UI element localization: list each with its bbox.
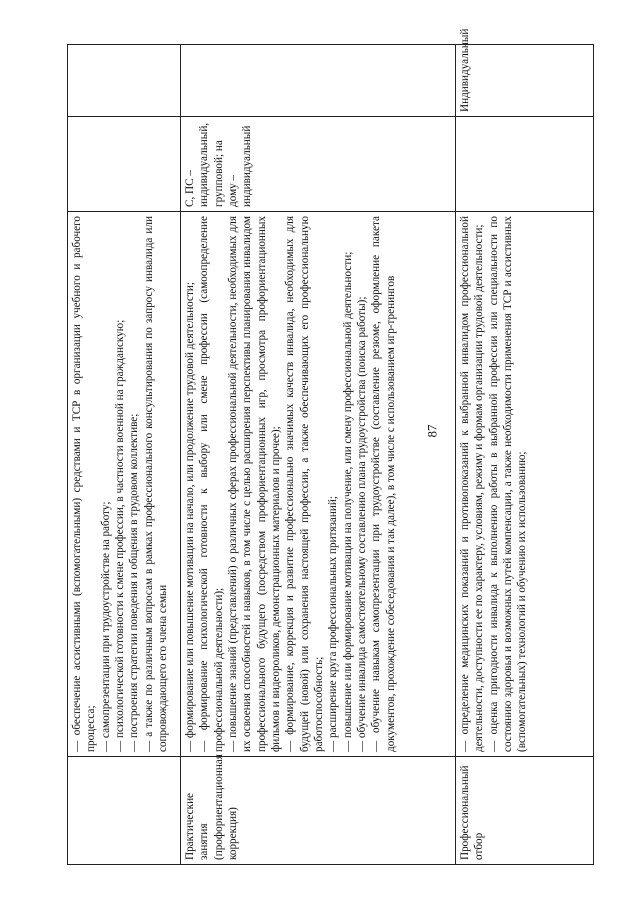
services-table <box>67 28 594 865</box>
list-item: — оценка пригодности инвалида к выполнению работы в выбранной профессии или специальности по состоянию здоровья и возможных путей компенсации, а также необходимости применения ТСР и ассистивных (вспомогательных) технологий и обучению их использованию; <box>487 216 529 752</box>
list-item: — расширение круга профессиональных притязаний; <box>327 496 340 752</box>
list-item: — построения стратегии поведения и общения в трудовом коллективе; <box>128 413 141 752</box>
table-row <box>456 45 594 865</box>
service-format-cell: Индивидуальный <box>456 45 594 117</box>
list-item: — повышение знаний (представлений) о различных сферах профессиональной деятельности, необходимых для их освоения способностей и навыков, в том числе с целью расширения перспективы планирования инвалидом профессионального будущего (посредством профориентационных игр, просмотра профориентационных фильмов и видеороликов, демонстрационных материалов и прочее); <box>226 216 282 752</box>
service-form-cell: С, ПС – индивидуальный, групповой; на дому – индивидуальный <box>181 117 456 212</box>
service-content-cell <box>456 212 594 757</box>
service-name-cell: Практические занятия (профориентационная коррекция) <box>181 757 456 865</box>
list-item: — а также по различным вопросам в рамках профессионального консультирования по запросу инвалида или сопровождающего его члена семьи <box>142 216 169 752</box>
service-name-cell: Профессиональный отбор <box>456 757 594 865</box>
service-format-cell <box>181 45 456 117</box>
list-item: — обучение инвалида самостоятельному составлению плана трудоустройства (поиска работы); <box>355 296 368 752</box>
list-item: — определение медицинских показаний и противопоказаний к выбранной инвалидом профессиональной деятельности, доступности ее по характеру, условиям, режиму и формам организации трудовой деятельности; <box>459 216 486 752</box>
service-content-cell <box>181 212 456 757</box>
table-row <box>181 45 456 865</box>
list-item: — обучение навыкам самопрезентации при трудоустройстве (составление резюме, оформление пакета документов, прохождение собеседования и так далее), в том числе с использованием игр-тренингов <box>370 216 397 752</box>
list-item: — повышение или формирование мотивации на получение, или смену профессиональной деятельности; <box>341 251 354 752</box>
page-number: 87 <box>424 424 440 438</box>
service-form-cell <box>68 117 181 212</box>
list-item: — психологической готовности к смене профессии, в частности военной на гражданскую; <box>113 319 126 752</box>
list-item: — обеспечение ассистивными (вспомогательными) средствами и ТСР в организации учебного и рабочего процесса; <box>71 216 98 752</box>
list-item: — самопрезентации при трудоустройстве на работу; <box>99 501 112 752</box>
service-content-cell <box>68 212 181 757</box>
rotated-page <box>67 28 632 865</box>
list-item: — формирование или повышение мотивации на начало, или продолжение трудовой деятельности; <box>184 282 196 752</box>
table-row <box>68 45 181 865</box>
list-item: — формирование психологической готовности к выбору или смене профессии (самоопределение профессиональной деятельности); <box>198 216 225 752</box>
service-form-cell <box>456 117 594 212</box>
service-name-cell <box>68 757 181 865</box>
list-item: — формирование, коррекция и развитие профессионально значимых качеств инвалида, необходимых для будущей (новой) или сохранения настоящей профессии, а также обеспечивающих его профессиональную работоспособность; <box>284 216 325 752</box>
service-format-cell <box>68 45 181 117</box>
